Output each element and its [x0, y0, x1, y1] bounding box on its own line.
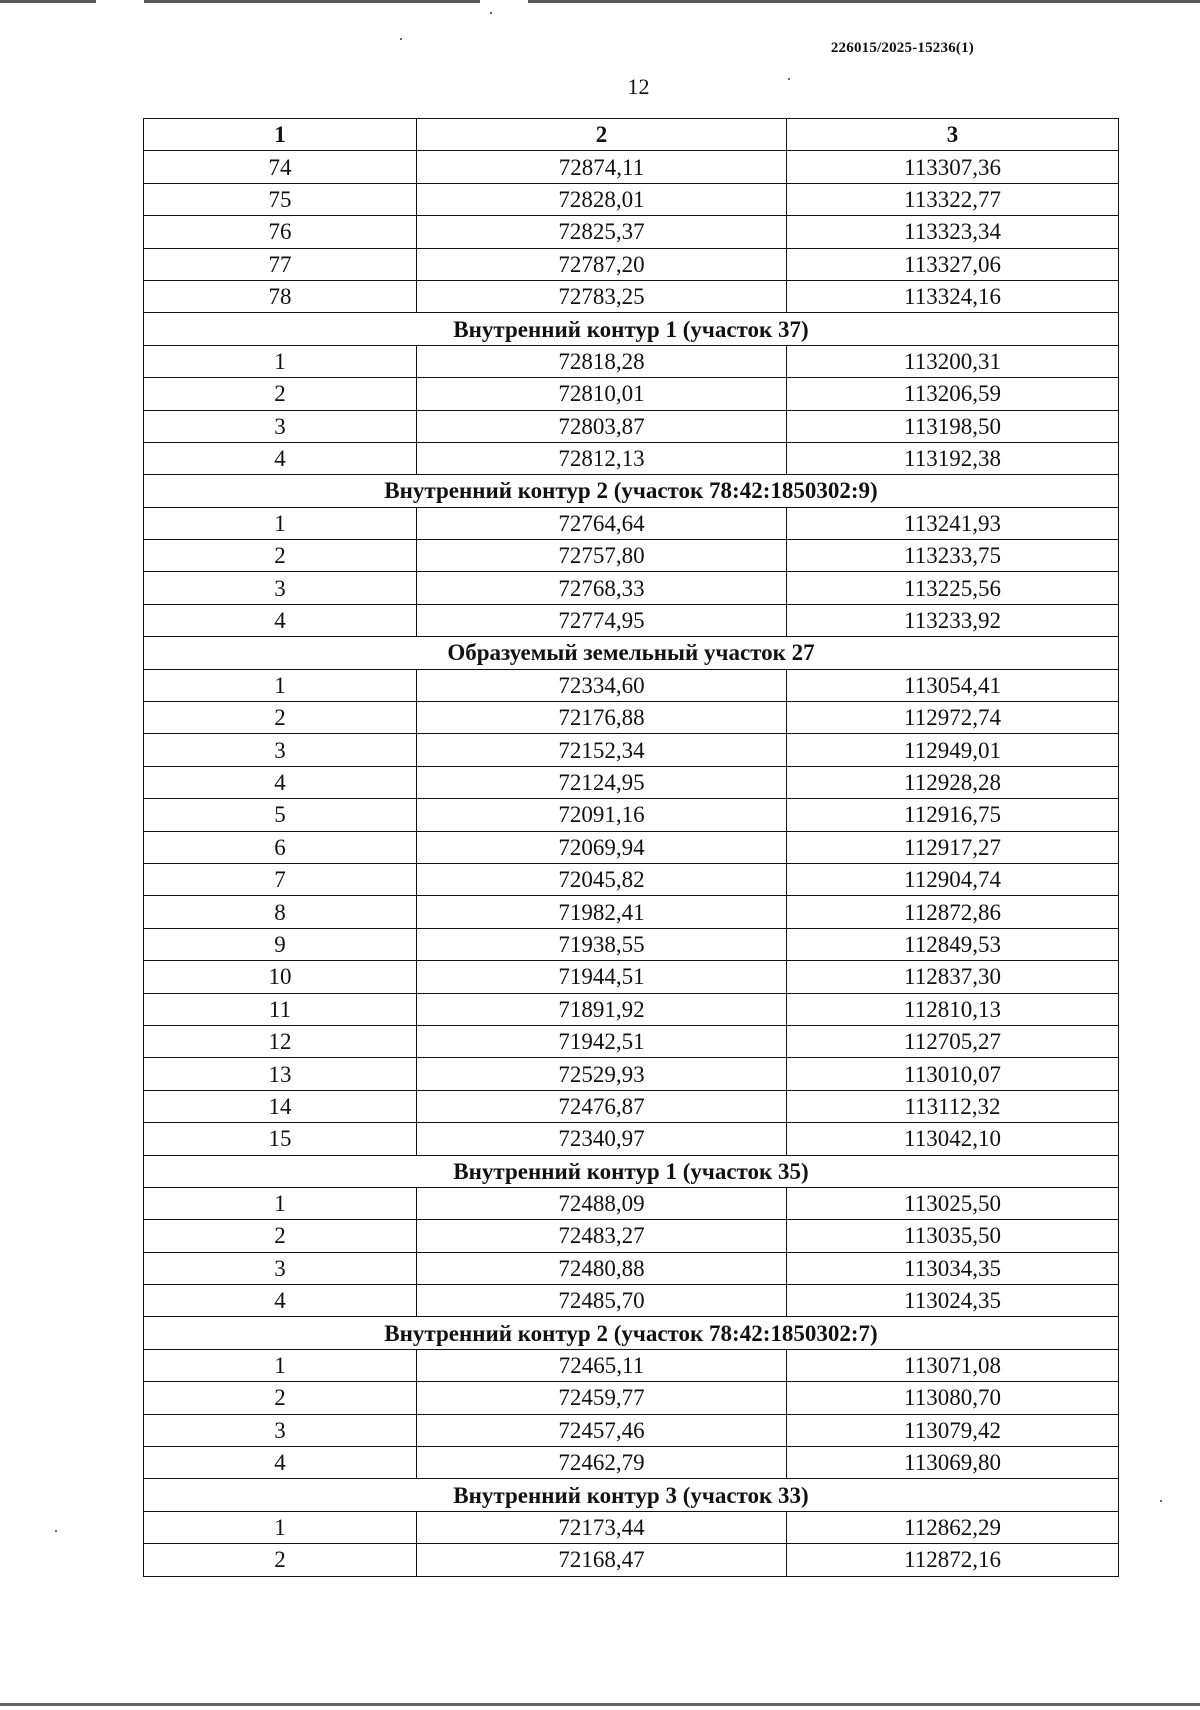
x-coordinate: 72810,01 [417, 378, 787, 410]
x-coordinate: 71944,51 [417, 961, 787, 993]
point-number: 13 [144, 1058, 417, 1090]
y-coordinate: 113200,31 [787, 345, 1119, 377]
x-coordinate: 72828,01 [417, 183, 787, 215]
section-row [144, 1155, 1119, 1187]
table-row [144, 1090, 1119, 1122]
y-coordinate: 113024,35 [787, 1285, 1119, 1317]
section-title: Внутренний контур 1 (участок 37) [144, 313, 1119, 345]
table-row [144, 1123, 1119, 1155]
scan-speck [490, 12, 492, 14]
y-coordinate: 112872,16 [787, 1544, 1119, 1576]
point-number: 4 [144, 442, 417, 474]
table-row [144, 151, 1119, 183]
point-number: 3 [144, 572, 417, 604]
x-coordinate: 72480,88 [417, 1252, 787, 1284]
table-row [144, 410, 1119, 442]
x-coordinate: 72465,11 [417, 1349, 787, 1381]
y-coordinate: 113112,32 [787, 1090, 1119, 1122]
point-number: 3 [144, 1414, 417, 1446]
point-number: 8 [144, 896, 417, 928]
y-coordinate: 113069,80 [787, 1447, 1119, 1479]
table-header [144, 119, 1119, 151]
table-row [144, 1220, 1119, 1252]
table-row [144, 669, 1119, 701]
x-coordinate: 72168,47 [417, 1544, 787, 1576]
header-row [144, 119, 1119, 151]
x-coordinate: 72488,09 [417, 1187, 787, 1219]
table-row [144, 702, 1119, 734]
x-coordinate: 72787,20 [417, 248, 787, 280]
point-number: 2 [144, 1382, 417, 1414]
x-coordinate: 72176,88 [417, 702, 787, 734]
table-row [144, 216, 1119, 248]
table-row [144, 1285, 1119, 1317]
x-coordinate: 72768,33 [417, 572, 787, 604]
section-row [144, 313, 1119, 345]
point-number: 2 [144, 702, 417, 734]
section-title: Внутренний контур 1 (участок 35) [144, 1155, 1119, 1187]
y-coordinate: 112810,13 [787, 993, 1119, 1025]
point-number: 3 [144, 1252, 417, 1284]
point-number: 76 [144, 216, 417, 248]
table-row [144, 604, 1119, 636]
x-coordinate: 71891,92 [417, 993, 787, 1025]
point-number: 3 [144, 734, 417, 766]
y-coordinate: 113327,06 [787, 248, 1119, 280]
table-row [144, 248, 1119, 280]
table-row [144, 1058, 1119, 1090]
table-row [144, 572, 1119, 604]
section-title: Внутренний контур 2 (участок 78:42:1850302:9) [144, 475, 1119, 507]
y-coordinate: 113025,50 [787, 1187, 1119, 1219]
scan-speck [788, 78, 790, 80]
point-number: 15 [144, 1123, 417, 1155]
x-coordinate: 72874,11 [417, 151, 787, 183]
table-row [144, 831, 1119, 863]
point-number: 1 [144, 1511, 417, 1543]
y-coordinate: 112705,27 [787, 1025, 1119, 1057]
y-coordinate: 113054,41 [787, 669, 1119, 701]
table-body [144, 151, 1119, 1576]
point-number: 1 [144, 669, 417, 701]
y-coordinate: 112972,74 [787, 702, 1119, 734]
x-coordinate: 71938,55 [417, 928, 787, 960]
table-row [144, 378, 1119, 410]
table-row [144, 799, 1119, 831]
table-row [144, 993, 1119, 1025]
x-coordinate: 71982,41 [417, 896, 787, 928]
point-number: 4 [144, 604, 417, 636]
y-coordinate: 113080,70 [787, 1382, 1119, 1414]
table-row [144, 1511, 1119, 1543]
y-coordinate: 113241,93 [787, 507, 1119, 539]
y-coordinate: 112872,86 [787, 896, 1119, 928]
x-coordinate: 72124,95 [417, 766, 787, 798]
y-coordinate: 112904,74 [787, 863, 1119, 895]
x-coordinate: 72152,34 [417, 734, 787, 766]
table-row [144, 1349, 1119, 1381]
table-row [144, 1544, 1119, 1576]
table-row [144, 1382, 1119, 1414]
column-header: 1 [144, 119, 417, 151]
x-coordinate: 72091,16 [417, 799, 787, 831]
point-number: 3 [144, 410, 417, 442]
y-coordinate: 113307,36 [787, 151, 1119, 183]
column-header: 2 [417, 119, 787, 151]
section-row [144, 637, 1119, 669]
x-coordinate: 72818,28 [417, 345, 787, 377]
section-title: Внутренний контур 3 (участок 33) [144, 1479, 1119, 1511]
point-number: 10 [144, 961, 417, 993]
x-coordinate: 72483,27 [417, 1220, 787, 1252]
point-number: 4 [144, 1447, 417, 1479]
y-coordinate: 113225,56 [787, 572, 1119, 604]
y-coordinate: 113322,77 [787, 183, 1119, 215]
y-coordinate: 113035,50 [787, 1220, 1119, 1252]
point-number: 1 [144, 507, 417, 539]
table-row [144, 961, 1119, 993]
x-coordinate: 72462,79 [417, 1447, 787, 1479]
x-coordinate: 72825,37 [417, 216, 787, 248]
section-row [144, 475, 1119, 507]
table-row [144, 280, 1119, 312]
x-coordinate: 72457,46 [417, 1414, 787, 1446]
point-number: 5 [144, 799, 417, 831]
x-coordinate: 72783,25 [417, 280, 787, 312]
coordinates-table [143, 118, 1119, 1577]
point-number: 2 [144, 1220, 417, 1252]
point-number: 12 [144, 1025, 417, 1057]
scan-bottom-edge [0, 1703, 1200, 1706]
y-coordinate: 113034,35 [787, 1252, 1119, 1284]
scan-speck [55, 1530, 57, 1532]
point-number: 4 [144, 766, 417, 798]
point-number: 4 [144, 1285, 417, 1317]
point-number: 6 [144, 831, 417, 863]
table-row [144, 1414, 1119, 1446]
document-number: 226015/2025-15236(1) [830, 40, 974, 56]
y-coordinate: 113206,59 [787, 378, 1119, 410]
x-coordinate: 72069,94 [417, 831, 787, 863]
section-title: Образуемый земельный участок 27 [144, 637, 1119, 669]
y-coordinate: 113233,75 [787, 540, 1119, 572]
point-number: 14 [144, 1090, 417, 1122]
point-number: 2 [144, 378, 417, 410]
point-number: 2 [144, 1544, 417, 1576]
y-coordinate: 113079,42 [787, 1414, 1119, 1446]
x-coordinate: 72803,87 [417, 410, 787, 442]
table-row [144, 442, 1119, 474]
section-title: Внутренний контур 2 (участок 78:42:1850302:7) [144, 1317, 1119, 1349]
y-coordinate: 112862,29 [787, 1511, 1119, 1543]
table-row [144, 1187, 1119, 1219]
y-coordinate: 113042,10 [787, 1123, 1119, 1155]
point-number: 1 [144, 1187, 417, 1219]
scan-top-edge [0, 0, 1200, 3]
x-coordinate: 72476,87 [417, 1090, 787, 1122]
x-coordinate: 72529,93 [417, 1058, 787, 1090]
y-coordinate: 112837,30 [787, 961, 1119, 993]
y-coordinate: 112849,53 [787, 928, 1119, 960]
x-coordinate: 72774,95 [417, 604, 787, 636]
point-number: 9 [144, 928, 417, 960]
point-number: 78 [144, 280, 417, 312]
y-coordinate: 113233,92 [787, 604, 1119, 636]
table-row [144, 540, 1119, 572]
x-coordinate: 72812,13 [417, 442, 787, 474]
y-coordinate: 113192,38 [787, 442, 1119, 474]
point-number: 2 [144, 540, 417, 572]
table-row [144, 345, 1119, 377]
point-number: 1 [144, 345, 417, 377]
table-row [144, 734, 1119, 766]
x-coordinate: 72757,80 [417, 540, 787, 572]
table-row [144, 507, 1119, 539]
section-row [144, 1317, 1119, 1349]
x-coordinate: 72045,82 [417, 863, 787, 895]
table-row [144, 928, 1119, 960]
y-coordinate: 113324,16 [787, 280, 1119, 312]
x-coordinate: 72485,70 [417, 1285, 787, 1317]
x-coordinate: 72334,60 [417, 669, 787, 701]
x-coordinate: 72173,44 [417, 1511, 787, 1543]
y-coordinate: 112916,75 [787, 799, 1119, 831]
point-number: 7 [144, 863, 417, 895]
y-coordinate: 112949,01 [787, 734, 1119, 766]
x-coordinate: 72764,64 [417, 507, 787, 539]
table-row [144, 1447, 1119, 1479]
table-row [144, 183, 1119, 215]
y-coordinate: 113071,08 [787, 1349, 1119, 1381]
table-row [144, 896, 1119, 928]
scan-speck [1160, 1500, 1162, 1502]
table-row [144, 766, 1119, 798]
x-coordinate: 71942,51 [417, 1025, 787, 1057]
point-number: 11 [144, 993, 417, 1025]
point-number: 1 [144, 1349, 417, 1381]
point-number: 74 [144, 151, 417, 183]
scan-speck [400, 38, 402, 40]
y-coordinate: 112928,28 [787, 766, 1119, 798]
column-header: 3 [787, 119, 1119, 151]
section-row [144, 1479, 1119, 1511]
y-coordinate: 112917,27 [787, 831, 1119, 863]
x-coordinate: 72340,97 [417, 1123, 787, 1155]
x-coordinate: 72459,77 [417, 1382, 787, 1414]
table-row [144, 1025, 1119, 1057]
y-coordinate: 113323,34 [787, 216, 1119, 248]
table-row [144, 863, 1119, 895]
point-number: 77 [144, 248, 417, 280]
table-row [144, 1252, 1119, 1284]
point-number: 75 [144, 183, 417, 215]
y-coordinate: 113198,50 [787, 410, 1119, 442]
y-coordinate: 113010,07 [787, 1058, 1119, 1090]
page-number: 12 [627, 74, 650, 99]
